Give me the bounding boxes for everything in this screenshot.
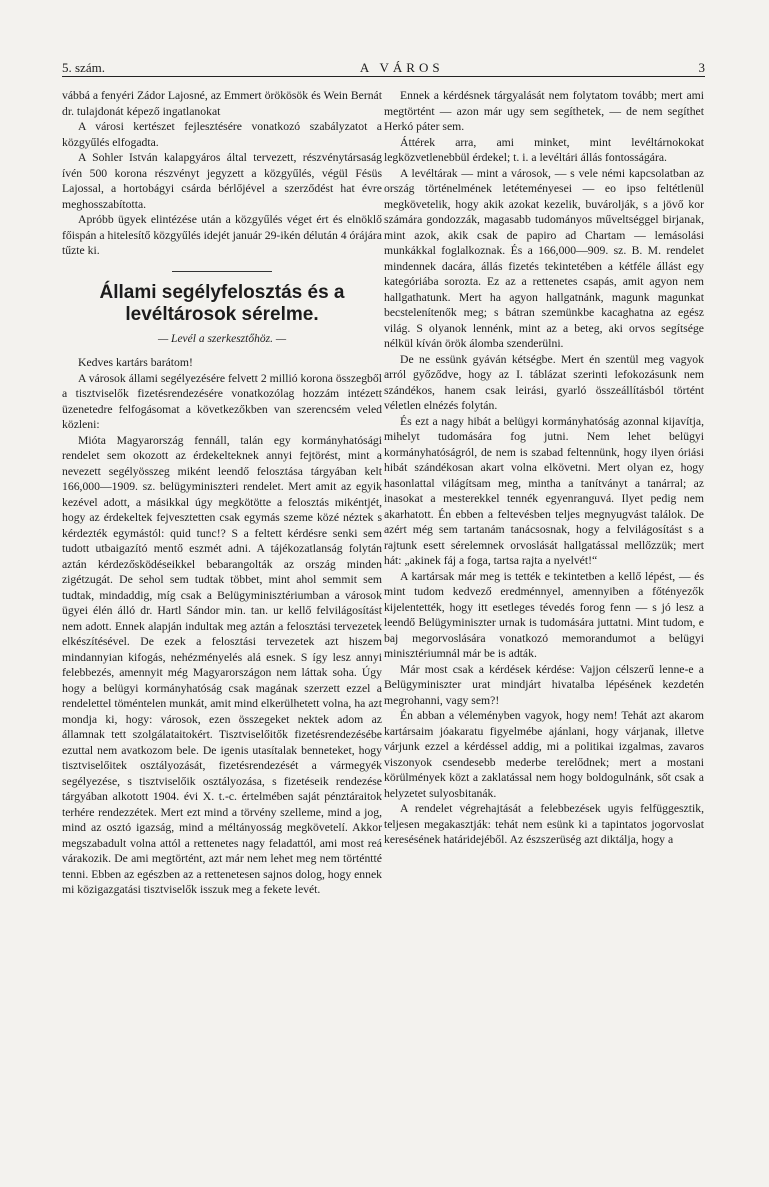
paragraph: A levéltárak — mint a városok, — s vele némi kapcsolatban az ország történelmének letéteményesei — eo ipso feltétlenül megkövetelik, hogy akik azokat kezelik, buvárolják, s a jövő kor számára gondozzák, magasabb tudományos műveltséggel birjanak, mint azok, akik csak de papiro ad Chartam — lemásolási munkákkal foglalkoznak. És a 166,000—909. sz. B. M. rendelet mindennek dacára, állás fizetés tekintetében a kétféle állást egy kategóriába sorozta. Ez az a rettenetes csapás, amit agyon nem hallgathatunk. Mert ha agyon hallgatnánk, magunk magunkat becstelenítenők meg; s bátran szemünkbe kacaghatna az egész világ. S olyanok lennénk, mint az a beteg, aki orvos segítsége nélkül kíván örök álomba szenderülni. xyxy=(384,166,704,350)
issue-number: 5. szám. xyxy=(62,60,105,75)
page-number: 3 xyxy=(698,60,705,75)
page-header xyxy=(62,56,705,76)
header-rule xyxy=(62,76,705,77)
article-title: Állami segélyfelosztás és a levéltárosok sérelme. xyxy=(99,281,345,325)
right-column xyxy=(384,88,704,848)
paragraph: A városi kertészet fejlesztésére vonatkozó szabályzatot a közgyűlés elfogadta. xyxy=(62,120,382,149)
paragraph: A városok állami segélyezésére felvett 2 millió korona összegből a tisztviselők fizetésrendezésére vonatkozólag hozzám intézett üzenetedre felfogásomat a következőkben van szerencsém veled közleni: xyxy=(62,371,382,431)
paragraph: De ne essünk gyáván kétségbe. Mert én szentül meg vagyok arról győződve, hogy az I. táblázat szerinti lefokozásunk nem szándékos, hanem csak leirási, gyarló összeállításból történt véletlen elnézés folytán. xyxy=(384,352,704,412)
salutation: Kedves kartárs barátom! xyxy=(78,356,193,369)
paragraph: Már most csak a kérdések kérdése: Vajjon célszerű lenne-e a Belügyminiszter urat mindjárt hivatalba lépésének kezdetén megrohanni, vagy sem?! xyxy=(384,662,704,707)
paragraph: Én abban a véleményben vagyok, hogy nem! Tehát azt akarom kartársaim jóakaratu figyelmébe ajánlani, hogy várjanak, illetve várjunk ezzel a kérdéssel addig, mi a politikai izgalmas, zavaros viszonyok csendesebb mederbe terelődnek; mert a mostani körülmények közt a zaklatással nem hogy boldogulnánk, sőt csak a helyzetet sulyosbitanák. xyxy=(384,709,704,800)
paragraph: vábbá a fenyéri Zádor Lajosné, az Emmert örökösök és Wein Bernát dr. tulajdonát képező ingatlanokat xyxy=(62,89,382,118)
paragraph: A Sohler István kalapgyáros által tervezett, részvénytársaság ívén 500 korona részvényt jegyzett a közgyűlés, végül Fésüs Lajossal, a hortobágyi csárda bérlőjével a szerződést hat évre meghosszabította. xyxy=(62,151,382,211)
paragraph: És ezt a nagy hibát a belügyi kormányhatóság azonnal kijavítja, mihelyt tudomására fog jutni. Nem lehet belügyi kormányhatóságról, de nem is szabad feltennünk, hogy ilyen óriási hibát szándékosan akart volna elkövetni. Mert olyan ez, hogy hasonlattal világítsam meg, mintha a tanítványt a tanárral; az inasokat a mesterekkel tennék egyenranguvá. Ilyet pedig nem akarhatott. Én ebben a feltevésben teljes megnyugvást találok. De azért még sem tartanám tanácsosnak, hogy a felvilágosítást s a rajtunk esett sérelemnek orvoslását hallgatással mellőzzük; mert hát: „akinek fáj a foga, tartsa rajta a nyelvét!“ xyxy=(384,414,704,567)
paragraph: A kartársak már meg is tették e tekintetben a kellő lépést, — és mint tudom kedvező eredménnyel, amennyiben a főtényezők kijelentették, hogy itt esetleges tévedés forog fenn — s jó lesz a leendő Belügyminiszter urnak is tudomására juttatni. Mint tudom, e baj megorvoslására vonatkozó memorandumot a belügyi minisztériumnál már be is adták. xyxy=(384,569,704,660)
paragraph: Áttérek arra, ami minket, mint levéltárnokokat legközvetlenebbül érdekel; t. i. a levéltári állás fontosságára. xyxy=(384,135,704,164)
paragraph: Mióta Magyarország fennáll, talán egy kormányhatósági rendelet sem okozott az érdekelteknek annyi fejtörést, mint a nevezett segélyösszeg miként leendő felosztása tárgyában kelt 166,000—1909. sz. belügyminiszteri rendelet. Mert amit az egyik kezével adott, a másikkal úgy megkötötte a felosztás mikéntjét, hogy az érdekeltek fejvesztetten csak egymás szeme közé néztek s kérdezték egymástól: quid tunc!? S a feltett kérdésre senki sem tudott utbaigazító mentő eszmét adni. A tájékozatlanság folytán aztán kérdezősködéseikkel bebarangolták az ország minden zigétzugát. De sehol sem tudtak többet, mint ahol semmit sem tudtak, mindaddig, míg csak a Belügyminisztériumban a városok ügyei élén álló dr. Hartl Sándor min. tan. ur kellő felvilágosítást nem adott. Ennek alapján indultak meg aztán a felosztási tervezetek elkészítésével. De ezek a felosztási tervezetek azt hiszem mindannyian kifogás, nehézményelés alá esnek. S így lesz annyi felebbezés, amennyit még Magyarországon nem láttak soha. Úgy hogy a belügyi kormányhatóság csak magának szerzett ezzel a rendelettel töméntelen munkát, amit mind elkerülhetett volna, ha azt mondja ki, hogy: városok, ezen összegeket nektek adom az államnak tett szolgálataitokért. Tisztviselőitők fizetésrendezésébe ezuttal nem avatkozom bele. De igenis utasítalak benneteket, hogy tisztviselőitek osztályozását, fizetésrendezését a vármegyék segélyezése, s tisztviselőik osztályozása, s fizetéseik rendezése tárgyában alkotott 1904. évi X. t.-c. értelmében saját pénztáraitok terhére rendezzétek. Mert ezt mind a törvény szelleme, mind a jog, mind az osztó igazság, mind a méltányosság megkövetelí. Akkor megszabadult volna attól a rettenetes nagy feladattól, ami most reá várakozik. De ami megtörtént, azt már nem lehet meg nem történtté tenni. Ebben az egészben az a rettenetesen sajnos dolog, hogy ennek mi közigazgatási tisztviselők isszuk meg a fekete levét. xyxy=(62,433,382,896)
publication-title: A VÁROS xyxy=(359,60,444,75)
left-column xyxy=(62,88,382,898)
paragraph: Ennek a kérdésnek tárgyalását nem folytatom tovább; mert ami megtörtént — azon már ugy sem segíthetek, — de nem segíthet Herkó páter sem. xyxy=(384,89,704,133)
section-divider xyxy=(172,271,272,272)
paragraph: Apróbb ügyek elintézése után a közgyűlés véget ért és elnöklő főispán a hitelesítő közgyűlés idejét január 29-ikén délután 4 órájára tűzte ki. xyxy=(62,213,382,257)
article-byline: — Levél a szerkesztőhöz. — xyxy=(157,332,287,345)
paragraph: A rendelet végrehajtását a felebbezések ugyis felfüggesztik, teljesen megakasztják: tehát nem esünk ki a tapintatos jogorvoslat keresésének határidejéből. Az észszerüség azt diktálja, hogy a xyxy=(384,802,704,846)
